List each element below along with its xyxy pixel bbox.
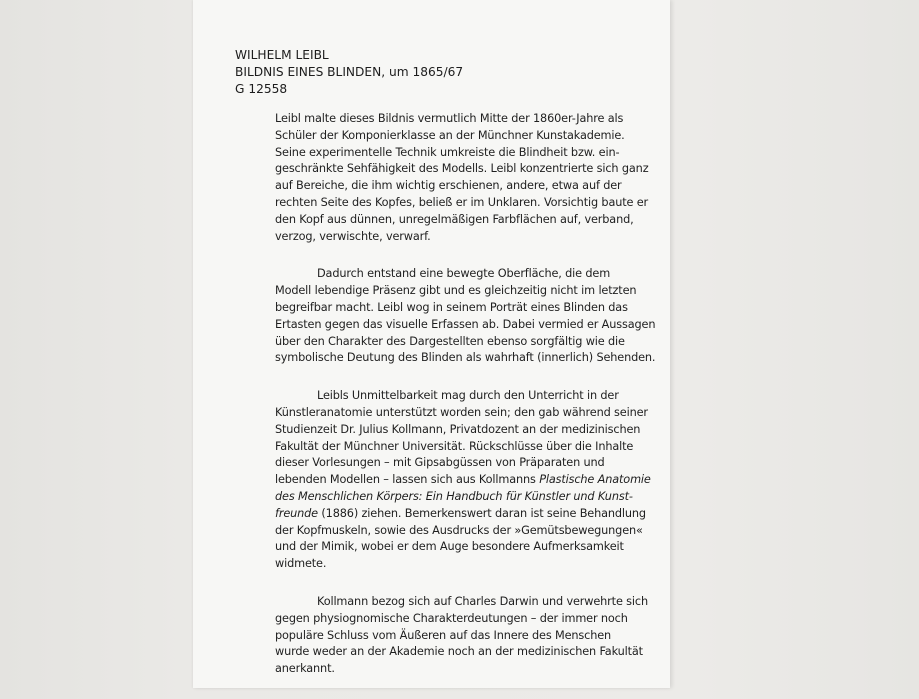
text-line: rechten Seite des Kopfes, beließ er im Unklaren. Vorsichtig baute er	[275, 195, 649, 209]
text-line: Dadurch entstand eine bewegte Oberfläche, die dem	[317, 267, 611, 281]
text-line: symbolische Deutung des Blinden als wahrhaft (innerlich) Sehenden.	[275, 351, 656, 365]
paragraph	[275, 594, 648, 678]
text-line: der Kopfmuskeln, sowie des Ausdrucks der »Gemütsbewegungen«	[275, 523, 643, 537]
text-line: und der Mimik, wobei er dem Auge besondere Aufmerksamkeit	[275, 540, 624, 554]
text-line: widmete.	[275, 557, 327, 571]
text-line: freunde (1886) ziehen. Bemerkenswert daran ist seine Behandlung	[275, 506, 646, 520]
text-line: geschränkte Sehfähigkeit des Modells. Leibl konzentrierte sich ganz	[275, 162, 649, 176]
text-line: über den Charakter des Dargestellten ebenso sorgfältig wie die	[275, 334, 625, 348]
museum-label-card	[193, 0, 670, 688]
artwork-date: um 1865/67	[385, 65, 464, 79]
book-title-italic: Plastische Anatomie	[539, 473, 651, 487]
artwork-title-text: BILDNIS EINES BLINDEN,	[235, 65, 386, 79]
text-line	[275, 489, 631, 506]
label-body-text	[275, 111, 656, 699]
paragraph	[275, 266, 656, 367]
text-line: Modell lebendige Präsenz gibt und es gleichzeitig nicht im letzten	[275, 284, 637, 298]
text-line: den Kopf aus dünnen, unregelmäßigen Farbflächen auf, verband,	[275, 212, 634, 226]
label-header	[235, 47, 463, 98]
text-line: verzog, verwischte, verwarf.	[275, 229, 431, 243]
text-line: Leibl malte dieses Bildnis vermutlich Mitte der 1860er-Jahre als	[275, 112, 624, 125]
text-line: Ertasten gegen das visuelle Erfassen ab. Dabei vermied er Aussagen	[275, 317, 656, 331]
inventory-number: G 12558	[235, 82, 288, 96]
text-line: Seine experimentelle Technik umkreiste die Blindheit bzw. ein-	[275, 145, 620, 159]
text-line: anerkannt.	[275, 662, 335, 676]
text-line: Kollmann bezog sich auf Charles Darwin und verwehrte sich	[317, 594, 648, 608]
book-title-italic: freunde	[275, 506, 318, 520]
text-line: Fakultät der Münchner Universität. Rückschlüsse über die Inhalte	[275, 439, 634, 453]
text-line: Leibls Unmittelbarkeit mag durch den Unterricht in der	[317, 389, 619, 403]
book-title-italic: des Menschlichen Körpers: Ein Handbuch für Künstler und Kunst-	[275, 489, 633, 503]
artwork-title	[235, 64, 463, 81]
text-line: auf Bereiche, die ihm wichtig erschienen, andere, etwa auf der	[275, 179, 622, 193]
text-line: begreifbar macht. Leibl wog in seinem Porträt eines Blinden das	[275, 300, 628, 314]
paragraph	[275, 388, 651, 573]
text-line: Studienzeit Dr. Julius Kollmann, Privatdozent an der medizinischen	[275, 422, 641, 436]
text-line: lebenden Modellen – lassen sich aus Kollmanns Plastische Anatomie	[275, 473, 651, 487]
text-line: populäre Schluss vom Äußeren auf das Innere des Menschen	[275, 628, 612, 642]
paragraph	[275, 111, 649, 245]
artist-name: WILHELM LEIBL	[235, 48, 329, 62]
text-line: gegen physiognomische Charakterdeutungen – der immer noch	[275, 611, 628, 625]
text-line: wurde weder an der Akademie noch an der medizinischen Fakultät	[275, 645, 643, 659]
text-line: Schüler der Komponierklasse an der Münchner Kunstakademie.	[275, 128, 625, 142]
text-line: dieser Vorlesungen – mit Gipsabgüssen von Präparaten und	[275, 456, 605, 470]
text-line: Künstleranatomie unterstützt worden sein; den gab während seiner	[275, 405, 648, 419]
